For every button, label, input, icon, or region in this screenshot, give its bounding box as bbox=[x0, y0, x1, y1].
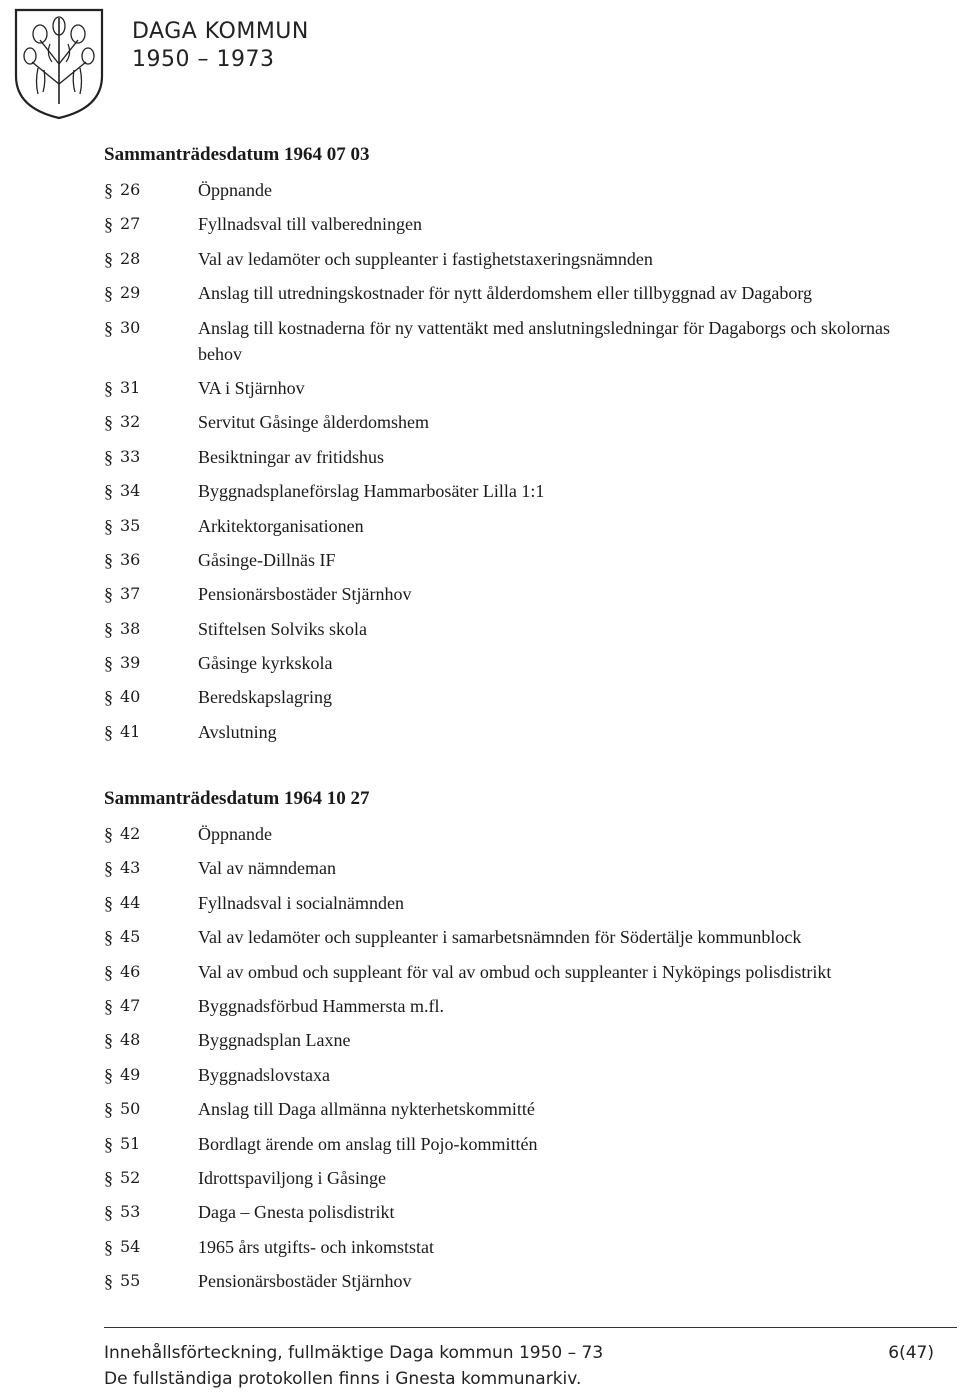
item-number: 48 bbox=[120, 1030, 141, 1050]
page-header bbox=[132, 18, 309, 74]
item-title: Arkitektorganisationen bbox=[198, 515, 364, 536]
list-item bbox=[104, 280, 924, 306]
meeting-section-1 bbox=[104, 143, 924, 753]
section-symbol: § bbox=[104, 180, 113, 200]
item-title: Beredskapslagring bbox=[198, 687, 332, 708]
section-symbol: § bbox=[104, 446, 113, 467]
item-title: VA i Stjärnhov bbox=[198, 377, 305, 398]
meeting-section-2 bbox=[104, 787, 924, 1302]
page-number: 6(47) bbox=[888, 1343, 934, 1363]
section-symbol: § bbox=[104, 214, 113, 235]
item-number: 52 bbox=[120, 1167, 141, 1187]
section-symbol: § bbox=[104, 687, 113, 708]
item-title: Fyllnadsval till valberedningen bbox=[198, 214, 422, 235]
item-title: Daga – Gnesta polisdistrikt bbox=[198, 1202, 395, 1223]
section-symbol: § bbox=[104, 515, 113, 536]
list-item bbox=[104, 959, 924, 985]
list-item bbox=[104, 1096, 924, 1122]
footer-note: De fullständiga protokollen finns i Gnesta kommunarkiv. bbox=[104, 1369, 582, 1389]
section-symbol: § bbox=[104, 377, 113, 398]
list-item bbox=[104, 890, 924, 916]
item-title: Anslag till kostnaderna för ny vattentäkt med anslutningsledningar för Dagaborgs och skolornas behov bbox=[198, 317, 891, 364]
section-symbol: § bbox=[104, 1064, 113, 1085]
list-item bbox=[104, 375, 924, 401]
item-number: 51 bbox=[120, 1133, 141, 1153]
footer-description: Innehållsförteckning, fullmäktige Daga kommun 1950 – 73 bbox=[104, 1343, 604, 1363]
item-number: 49 bbox=[120, 1064, 141, 1084]
section-symbol: § bbox=[104, 1030, 113, 1051]
header-years: 1950 – 1973 bbox=[132, 47, 275, 72]
section-symbol: § bbox=[104, 549, 113, 570]
section-symbol: § bbox=[104, 824, 113, 844]
item-title: Gåsinge kyrkskola bbox=[198, 653, 333, 674]
list-item bbox=[104, 719, 924, 745]
coat-of-arms-icon bbox=[10, 4, 108, 122]
list-item bbox=[104, 993, 924, 1019]
section-symbol: § bbox=[104, 283, 113, 304]
item-title: Stiftelsen Solviks skola bbox=[198, 618, 368, 639]
item-number: 26 bbox=[120, 180, 141, 199]
item-number: 28 bbox=[120, 248, 141, 268]
item-number: 43 bbox=[120, 858, 141, 878]
list-item bbox=[104, 1268, 924, 1294]
section-symbol: § bbox=[104, 1167, 113, 1188]
item-number: 39 bbox=[120, 653, 141, 673]
section-symbol: § bbox=[104, 1133, 113, 1154]
section-symbol: § bbox=[104, 618, 113, 639]
list-item bbox=[104, 547, 924, 573]
item-title: Servitut Gåsinge ålderdomshem bbox=[198, 412, 429, 433]
section-heading: Sammanträdesdatum 1964 10 27 bbox=[104, 788, 370, 809]
item-title: Val av ledamöter och suppleanter i samarbetsnämnden för Södertälje kommunblock bbox=[198, 927, 802, 948]
section-symbol: § bbox=[104, 1271, 113, 1292]
item-title: Avslutning bbox=[198, 721, 277, 742]
item-title: Fyllnadsval i socialnämnden bbox=[198, 892, 404, 913]
list-item bbox=[104, 246, 924, 272]
item-number: 41 bbox=[120, 721, 141, 741]
item-title: Idrottspaviljong i Gåsinge bbox=[198, 1167, 386, 1188]
item-number: 44 bbox=[120, 892, 141, 912]
section-heading: Sammanträdesdatum 1964 07 03 bbox=[104, 144, 370, 165]
item-number: 32 bbox=[120, 412, 141, 432]
list-item bbox=[104, 409, 924, 435]
list-item bbox=[104, 650, 924, 676]
section-symbol: § bbox=[104, 858, 113, 879]
list-item bbox=[104, 821, 924, 847]
item-number: 33 bbox=[120, 446, 141, 466]
footer-line bbox=[104, 1343, 934, 1363]
list-item bbox=[104, 1234, 924, 1260]
item-number: 37 bbox=[120, 584, 141, 604]
header-title: DAGA KOMMUN bbox=[132, 19, 309, 44]
coat-of-arms-logo bbox=[10, 4, 108, 122]
list-item bbox=[104, 684, 924, 710]
section-symbol: § bbox=[104, 961, 113, 982]
item-number: 36 bbox=[120, 549, 141, 569]
item-number: 38 bbox=[120, 618, 141, 638]
list-item bbox=[104, 1027, 924, 1053]
list-item bbox=[104, 581, 924, 607]
item-title: Pensionärsbostäder Stjärnhov bbox=[198, 1271, 412, 1292]
section-symbol: § bbox=[104, 721, 113, 742]
item-title: Val av ledamöter och suppleanter i fastighetstaxeringsnämnden bbox=[198, 248, 653, 269]
item-title: Gåsinge-Dillnäs IF bbox=[198, 549, 336, 570]
list-item bbox=[104, 855, 924, 881]
item-number: 47 bbox=[120, 995, 141, 1015]
footer-divider bbox=[104, 1327, 957, 1328]
item-number: 55 bbox=[120, 1271, 141, 1291]
section-symbol: § bbox=[104, 653, 113, 674]
list-item bbox=[104, 1165, 924, 1191]
item-title: Byggnadslovstaxa bbox=[198, 1064, 330, 1085]
list-item bbox=[104, 177, 924, 203]
item-title: 1965 års utgifts- och inkomststat bbox=[198, 1236, 434, 1257]
list-item bbox=[104, 478, 924, 504]
item-title: Val av nämndeman bbox=[198, 858, 336, 879]
item-number: 53 bbox=[120, 1202, 141, 1222]
item-title: Byggnadsplan Laxne bbox=[198, 1030, 351, 1051]
list-item bbox=[104, 1062, 924, 1088]
item-title: Öppnande bbox=[198, 180, 272, 200]
item-number: 46 bbox=[120, 961, 141, 981]
list-item bbox=[104, 924, 924, 950]
item-title: Anslag till Daga allmänna nykterhetskommitté bbox=[198, 1099, 535, 1120]
item-title: Bordlagt ärende om anslag till Pojo-kommittén bbox=[198, 1133, 538, 1154]
item-number: 29 bbox=[120, 283, 141, 303]
list-item bbox=[104, 616, 924, 642]
item-number: 40 bbox=[120, 687, 141, 707]
section-symbol: § bbox=[104, 317, 113, 338]
item-title: Anslag till utredningskostnader för nytt ålderdomshem eller tillbyggnad av Dagaborg bbox=[198, 283, 813, 304]
item-number: 34 bbox=[120, 481, 141, 501]
list-item bbox=[104, 1131, 924, 1157]
list-item bbox=[104, 513, 924, 539]
section-symbol: § bbox=[104, 995, 113, 1016]
item-number: 50 bbox=[120, 1099, 141, 1119]
section-symbol: § bbox=[104, 927, 113, 948]
item-number: 27 bbox=[120, 214, 141, 234]
section-symbol: § bbox=[104, 584, 113, 605]
section-symbol: § bbox=[104, 248, 113, 269]
section-symbol: § bbox=[104, 1202, 113, 1223]
list-item bbox=[104, 315, 924, 367]
section-symbol: § bbox=[104, 412, 113, 433]
item-title: Pensionärsbostäder Stjärnhov bbox=[198, 584, 412, 605]
item-number: 54 bbox=[120, 1236, 141, 1256]
item-title: Öppnande bbox=[198, 824, 272, 844]
item-number: 30 bbox=[120, 317, 141, 337]
item-title: Val av ombud och suppleant för val av ombud och suppleanter i Nyköpings polisdistrikt bbox=[198, 961, 832, 982]
item-title: Besiktningar av fritidshus bbox=[198, 446, 384, 467]
section-symbol: § bbox=[104, 1099, 113, 1120]
item-title: Byggnadsplaneförslag Hammarbosäter Lilla 1:1 bbox=[198, 481, 545, 502]
list-item bbox=[104, 444, 924, 470]
item-number: 35 bbox=[120, 515, 141, 535]
section-symbol: § bbox=[104, 892, 113, 913]
list-item bbox=[104, 1199, 924, 1225]
item-number: 31 bbox=[120, 377, 141, 397]
item-number: 45 bbox=[120, 927, 141, 947]
item-title: Byggnadsförbud Hammersta m.fl. bbox=[198, 995, 444, 1016]
section-symbol: § bbox=[104, 481, 113, 502]
list-item bbox=[104, 211, 924, 237]
item-number: 42 bbox=[120, 824, 141, 843]
section-symbol: § bbox=[104, 1236, 113, 1257]
